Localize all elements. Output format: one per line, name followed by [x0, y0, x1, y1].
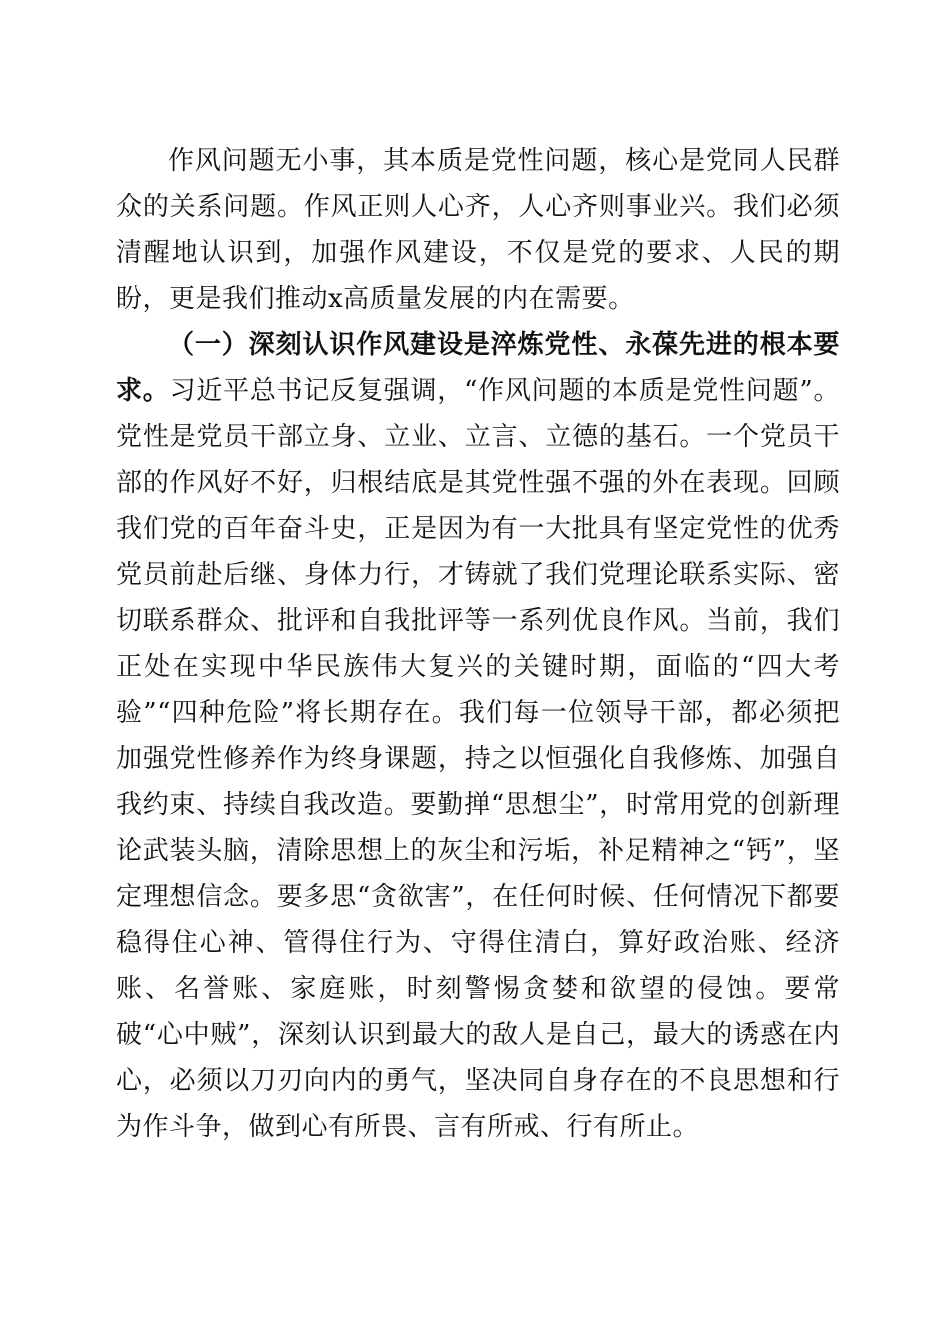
document-body: [116, 138, 840, 1150]
paragraph-intro: [116, 138, 840, 322]
paragraph-intro-text: 作风问题无小事，其本质是党性问题，核心是党同人民群众的关系问题。作风正则人心齐，人心齐则事业兴。我们必须清醒地认识到，加强作风建设，不仅是党的要求、人民的期盼，更是我们推动x高质量发展的内在需要。: [116, 146, 840, 314]
section-1-text: 习近平总书记反复强调，“作风问题的本质是党性问题”。党性是党员干部立身、立业、立言、立德的基石。一个党员干部的作风好不好，归根结底是其党性强不强的外在表现。回顾我们党的百年奋斗史，正是因为有一大批具有坚定党性的优秀党员前赴后继、身体力行，才铸就了我们党理论联系实际、密切联系群众、批评和自我批评等一系列优良作风。当前，我们正处在实现中华民族伟大复兴的关键时期，面临的“四大考验”“四种危险”将长期存在。我们每一位领导干部，都必须把加强党性修养作为终身课题，持之以恒强化自我修炼、加强自我约束、持续自我改造。要勤掸“思想尘”，时常用党的创新理论武装头脑，清除思想上的灰尘和污垢，补足精神之“钙”，坚定理想信念。要多思“贪欲害”，在任何时候、任何情况下都要稳得住心神、管得住行为、守得住清白，算好政治账、经济账、名誉账、家庭账，时刻警惕贪婪和欲望的侵蚀。要常破“心中贼”，深刻认识到最大的敌人是自己，最大的诱惑在内心，必须以刀刃向内的勇气，坚决同自身存在的不良思想和行为作斗争，做到心有所畏、言有所戒、行有所止。: [116, 376, 840, 1142]
paragraph-section-1: [116, 322, 840, 1150]
section-1-heading: （一）深刻认识作风建设是淬炼党性、永葆先进的根本要求。: [116, 330, 840, 406]
